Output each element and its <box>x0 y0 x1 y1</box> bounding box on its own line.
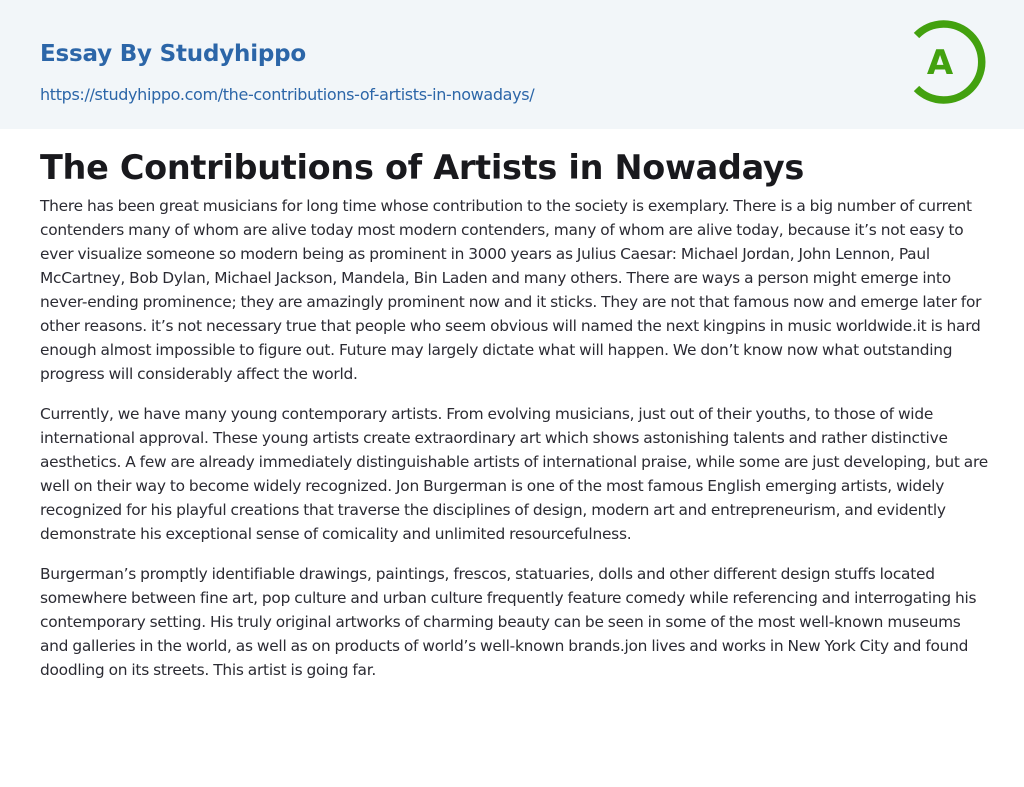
essay-url-link[interactable]: https://studyhippo.com/the-contributions-of-artists-in-nowadays/ <box>40 85 535 104</box>
brand-title[interactable]: Essay By Studyhippo <box>40 41 307 67</box>
studyhippo-logo-icon[interactable] <box>906 19 990 105</box>
article-body <box>40 194 988 698</box>
logo-letter: A <box>926 43 954 83</box>
article-paragraph: Currently, we have many young contemporary artists. From evolving musicians, just out of their youths, to those of wide international approval. These young artists create extraordinary art which shows astonishing talents and rather distinctive aesthetics. A few are already immediately distinguishable artists of international praise, while some are just developing, but are well on their way to become widely recognized. Jon Burgerman is one of the most famous English emerging artists, widely recognized for his playful creations that traverse the disciplines of design, modern art and entrepreneurism, and evidently demonstrate his exceptional sense of comicality and unlimited resourcefulness. <box>40 405 988 543</box>
article-paragraph: Burgerman’s promptly identifiable drawings, paintings, frescos, statuaries, dolls and other different design stuffs located somewhere between fine art, pop culture and urban culture frequently feature comedy while referencing and interrogating his contemporary setting. His truly original artworks of charming beauty can be seen in some of the most well-known museums and galleries in the world, as well as on products of world’s well-known brands.jon lives and works in New York City and found doodling on its streets. This artist is going far. <box>40 565 977 679</box>
article-title: The Contributions of Artists in Nowadays <box>40 148 805 187</box>
article-paragraph: There has been great musicians for long time whose contribution to the society is exemplary. There is a big number of current contenders many of whom are alive today most modern contenders, many of whom are alive today, because it’s not easy to ever visualize someone so modern being as prominent in 3000 years as Julius Caesar: Michael Jordan, John Lennon, Paul McCartney, Bob Dylan, Michael Jackson, Mandela, Bin Laden and many others. There are ways a person might emerge into never-ending prominence; they are amazingly prominent now and it sticks. They are not that famous now and emerge later for other reasons. it’s not necessary true that people who seem obvious will named the next kingpins in music worldwide.it is hard enough almost impossible to figure out. Future may largely dictate what will happen. We don’t know now what outstanding progress will considerably affect the world. <box>40 197 982 383</box>
